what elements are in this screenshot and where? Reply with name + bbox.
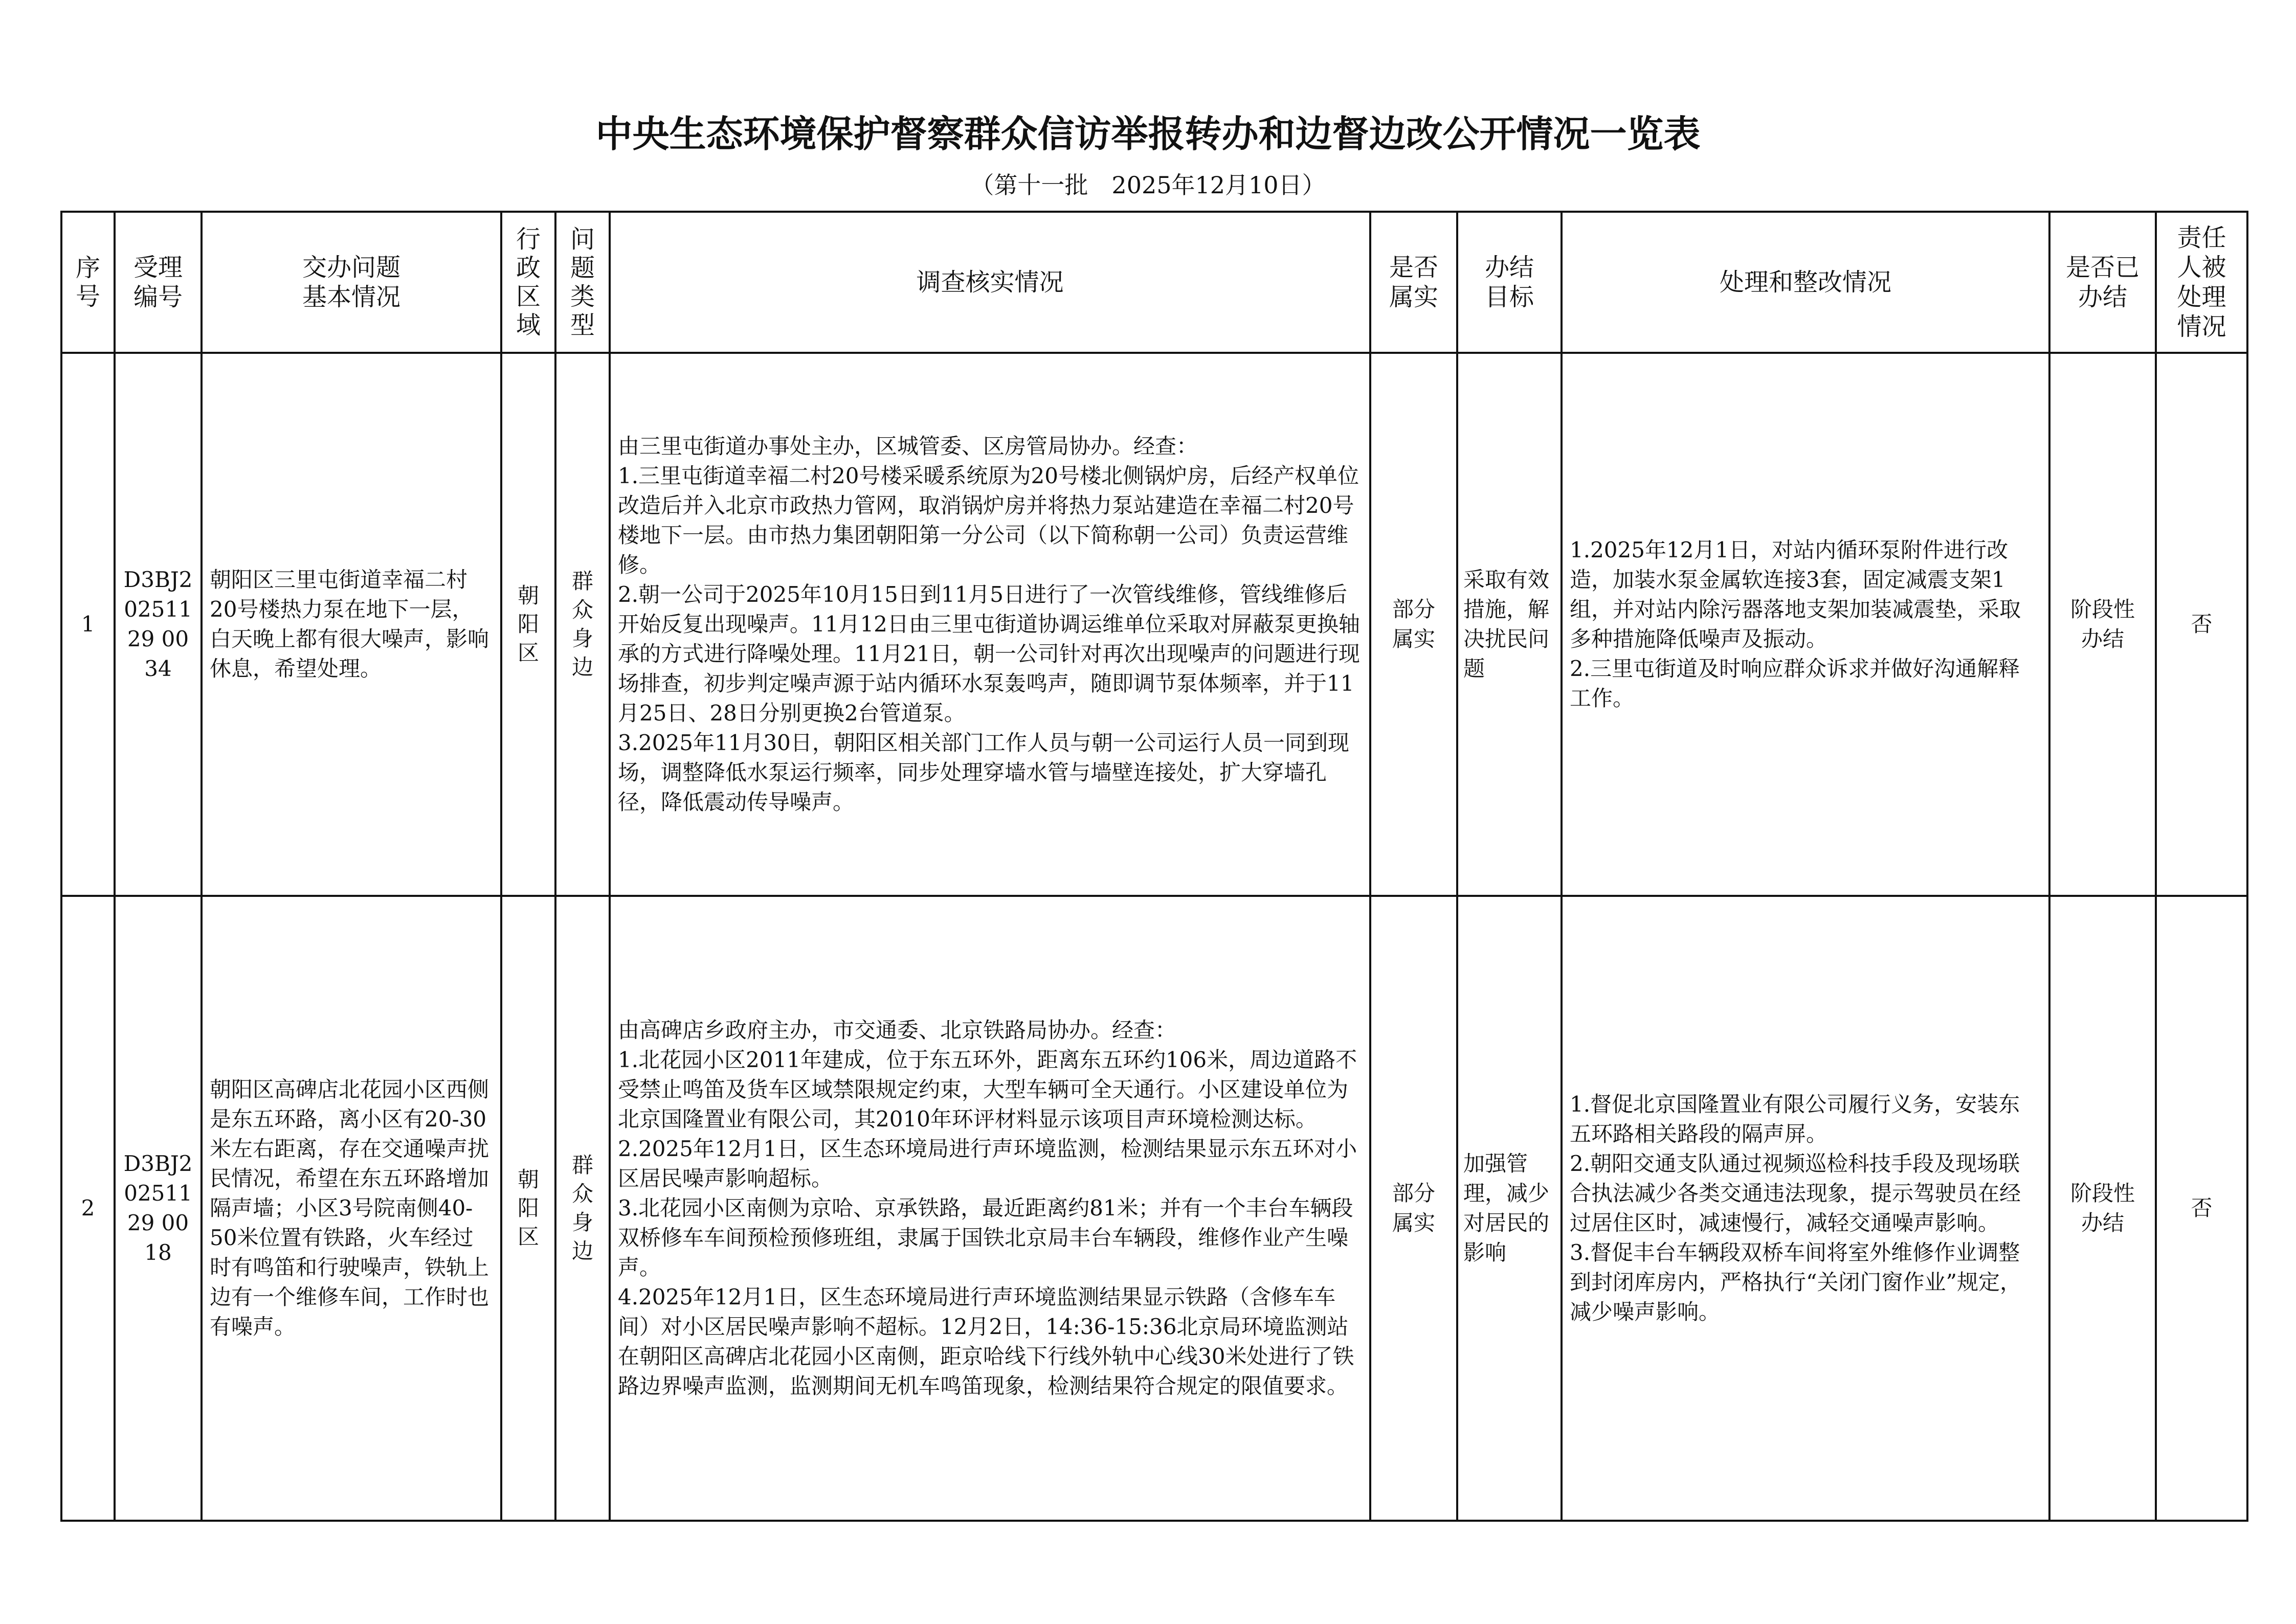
row1-district: 朝阳区: [501, 353, 555, 896]
header-verified: 是否属实: [1370, 212, 1457, 353]
table-header-row: [61, 212, 2247, 353]
row2-investigation: [610, 896, 1370, 1521]
row1-issue: 朝阳区三里屯街道幸福二村20号楼热力泵在地下一层，白天晚上都有很大噪声，影响休息，希望处理。: [202, 353, 501, 896]
row2-district: 朝阳区: [501, 896, 555, 1521]
row1-verified: 部分属实: [1370, 353, 1457, 896]
row1-investigation: [610, 353, 1370, 896]
table-row: [61, 353, 2247, 896]
row2-investigation-item-4: 4.2025年12月1日，区生态环境局进行声环境监测结果显示铁路（含修车车间）对小区居民噪声影响不超标。12月2日，14:36-15:36北京局环境监测站在朝阳区高碑店北花园小区南侧，距京哈线下行线外轨中心线30米处进行了铁路边界噪声监测，监测期间无机车鸣笛现象，检测结果符合规定的限值要求。: [618, 1284, 1354, 1399]
row1-rectify-item-2: 2.三里屯街道及时响应群众诉求并做好沟通解释工作。: [1570, 656, 2020, 711]
header-goal: 办结目标: [1457, 212, 1562, 353]
header-investigation: 调查核实情况: [610, 212, 1370, 353]
row2-type: 群众身边: [555, 896, 610, 1521]
table-row: [61, 896, 2247, 1521]
header-issue: 交办问题基本情况: [202, 212, 501, 353]
row1-rectify-item-1: 1.2025年12月1日，对站内循环泵附件进行改造，加装水泵金属软连接3套，固定减震支架1组，并对站内除污器落地支架加装减震垫，采取多种措施降低噪声及振动。: [1570, 537, 2021, 652]
row2-investigation-intro: 由高碑店乡政府主办，市交通委、北京铁路局协办。经查：: [618, 1018, 1177, 1043]
row1-code: D3BJ20251129 0034: [115, 353, 202, 896]
row1-punish: 否: [2156, 353, 2247, 896]
row2-punish: 否: [2156, 896, 2247, 1521]
row1-investigation-item-3: 3.2025年11月30日，朝阳区相关部门工作人员与朝一公司运行人员一同到现场，调整降低水泵运行频率，同步处理穿墙水管与墙壁连接处，扩大穿墙孔径，降低震动传导噪声。: [618, 730, 1349, 815]
row2-rectify: [1562, 896, 2049, 1521]
row2-code: D3BJ20251129 0018: [115, 896, 202, 1521]
row2-rectify-item-3: 3.督促丰台车辆段双桥车间将室外维修作业调整到封闭库房内，严格执行“关闭门窗作业”规定，减少噪声影响。: [1570, 1240, 2021, 1325]
row1-seq: 1: [61, 353, 115, 896]
header-done: 是否已办结: [2049, 212, 2156, 353]
header-punish: 责任人被处理情况: [2156, 212, 2247, 353]
header-seq: 序号: [61, 212, 115, 353]
disclosure-table: [60, 211, 2248, 1522]
header-rectify: 处理和整改情况: [1562, 212, 2049, 353]
header-code: 受理编号: [115, 212, 202, 353]
row2-investigation-item-2: 2.2025年12月1日，区生态环境局进行声环境监测，检测结果显示东五环对小区居民噪声影响超标。: [618, 1136, 1357, 1191]
row2-seq: 2: [61, 896, 115, 1521]
row1-investigation-item-1: 1.三里屯街道幸福二村20号楼采暖系统原为20号楼北侧锅炉房，后经产权单位改造后并入北京市政热力管网，取消锅炉房并将热力泵站建造在幸福二村20号楼地下一层。由市热力集团朝阳第一分公司（以下简称朝一公司）负责运营维修。: [618, 463, 1359, 578]
row2-investigation-item-1: 1.北花园小区2011年建成，位于东五环外，距离东五环约106米，周边道路不受禁止鸣笛及货车区域禁限规定约束，大型车辆可全天通行。小区建设单位为北京国隆置业有限公司，其2010年环评材料显示该项目声环境检测达标。: [618, 1047, 1357, 1132]
row2-rectify-item-2: 2.朝阳交通支队通过视频巡检科技手段及现场联合执法减少各类交通违法现象，提示驾驶员在经过居住区时，减速慢行，减轻交通噪声影响。: [1570, 1151, 2021, 1236]
row2-verified: 部分属实: [1370, 896, 1457, 1521]
header-district: 行政区域: [501, 212, 555, 353]
page-title: 中央生态环境保护督察群众信访举报转办和边督边改公开情况一览表: [595, 112, 1701, 155]
row2-goal: 加强管理，减少对居民的影响: [1457, 896, 1562, 1521]
row1-type: 群众身边: [555, 353, 610, 896]
row2-done: 阶段性办结: [2049, 896, 2156, 1521]
row2-rectify-item-1: 1.督促北京国隆置业有限公司履行义务，安装东五环路相关路段的隔声屏。: [1570, 1092, 2020, 1147]
header-type: 问题类型: [555, 212, 610, 353]
row2-investigation-item-3: 3.北花园小区南侧为京哈、京承铁路，最近距离约81米；并有一个丰台车辆段双桥修车车间预检预修班组，隶属于国铁北京局丰台车辆段，维修作业产生噪声。: [618, 1196, 1353, 1280]
row1-investigation-item-2: 2.朝一公司于2025年10月15日到11月5日进行了一次管线维修，管线维修后开始反复出现噪声。11月12日由三里屯街道协调运维单位采取对屏蔽泵更换轴承的方式进行降噪处理。11月21日，朝一公司针对再次出现噪声的问题进行现场排查，初步判定噪声源于站内循环水泵轰鸣声，随即调节泵体频率，并于11月25日、28日分别更换2台管道泵。: [618, 582, 1360, 726]
row1-rectify: [1562, 353, 2049, 896]
row2-issue: 朝阳区高碑店北花园小区西侧是东五环路，离小区有20-30米左右距离，存在交通噪声扰民情况，希望在东五环路增加隔声墙；小区3号院南侧40-50米位置有铁路，火车经过时有鸣笛和行驶噪声，铁轨上边有一个维修车间，工作时也有噪声。: [202, 896, 501, 1521]
row1-investigation-intro: 由三里屯街道办事处主办，区城管委、区房管局协办。经查：: [618, 434, 1198, 459]
row1-goal: 采取有效措施，解决扰民问题: [1457, 353, 1562, 896]
row1-done: 阶段性办结: [2049, 353, 2156, 896]
page-subtitle: （第十一批 2025年12月10日）: [970, 171, 1326, 199]
